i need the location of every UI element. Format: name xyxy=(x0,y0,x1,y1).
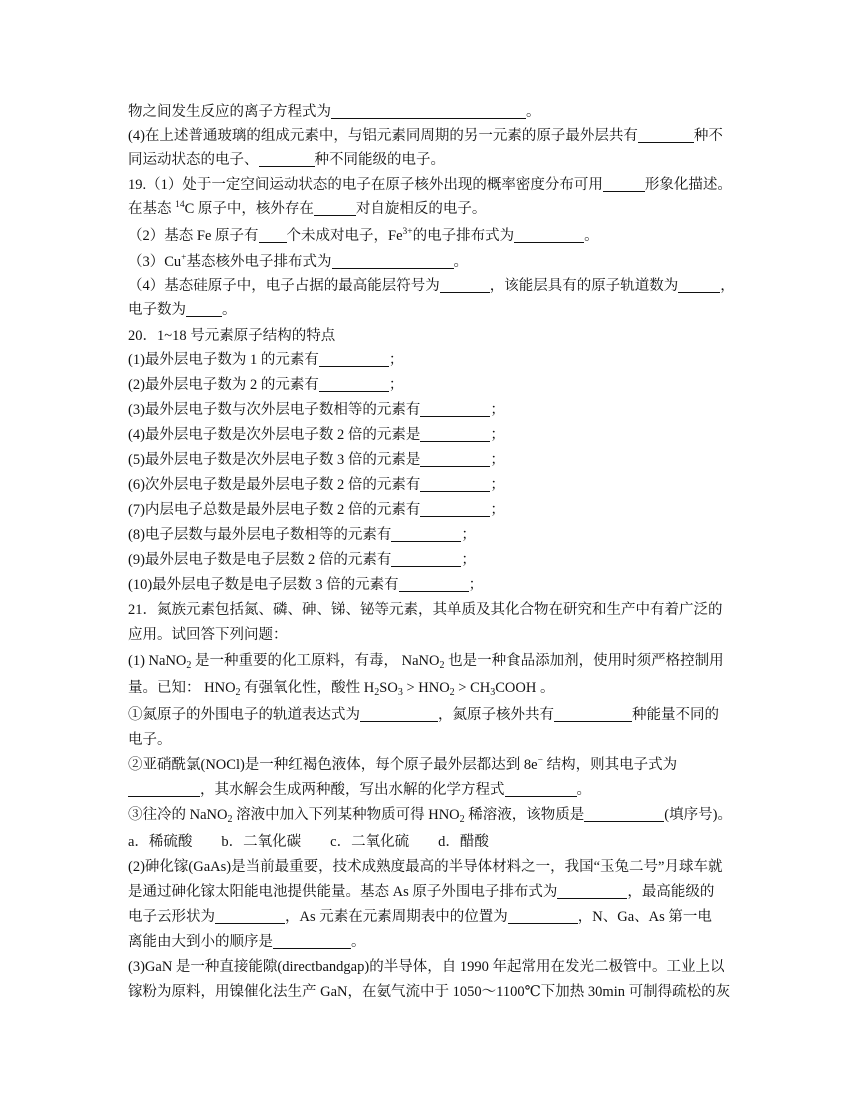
q21-part3-line-2: 镓粉为原料，用镍催化法生产 GaN，在氨气流中于 1050～1100℃下加热 30min 可制得疏松的灰 xyxy=(128,984,731,1000)
subscript: 2 xyxy=(227,814,233,825)
q20-item xyxy=(128,526,476,544)
text: 种不同能级的电子。 xyxy=(314,152,445,168)
q21-sub2-line-1 xyxy=(128,756,677,774)
answer-blank[interactable] xyxy=(259,228,287,243)
q21-part1-line-1 xyxy=(128,652,724,670)
q20-item xyxy=(128,551,476,569)
subscript: 3 xyxy=(397,687,403,698)
answer-blank[interactable] xyxy=(420,452,490,467)
text: 物之间发生反应的离子方程式为 xyxy=(128,104,331,120)
text: (3)最外层电子数与次外层电子数相等的元素有 xyxy=(128,402,421,418)
text: ； xyxy=(388,352,404,368)
q21-part1-line-2 xyxy=(128,679,554,697)
answer-blank[interactable] xyxy=(399,577,469,592)
q21-sub1-line-1 xyxy=(128,706,719,724)
text: ； xyxy=(490,452,505,468)
q21-sub1-line-2: 电子。 xyxy=(128,732,172,748)
text: (5)最外层电子数是次外层电子数 3 倍的元素是 xyxy=(128,452,421,468)
q20-item xyxy=(128,576,483,594)
text: 19.（1）处于一定空间运动状态的电子在原子核外出现的概率密度分布可用 xyxy=(128,177,603,193)
subscript: 2 xyxy=(459,814,465,825)
text: ； xyxy=(388,377,404,393)
q19-line-5 xyxy=(128,277,735,295)
text: ①氮原子的外围电子的轨道表达式为 xyxy=(128,707,360,723)
superscript: − xyxy=(537,756,543,766)
q19-line-4 xyxy=(128,253,468,271)
text: 形象化描述。 xyxy=(644,177,732,193)
answer-blank[interactable] xyxy=(514,228,584,243)
q18-line-3 xyxy=(128,151,445,169)
q21-line-2: 应用。试回答下列问题： xyxy=(128,627,288,643)
answer-blank[interactable] xyxy=(273,934,351,949)
text: 电子数为 xyxy=(128,302,186,318)
text: 溶液中加入下列某种物质可得 HNO xyxy=(232,807,460,823)
text: ； xyxy=(490,477,505,493)
answer-blank[interactable] xyxy=(554,707,632,722)
answer-blank[interactable] xyxy=(557,884,627,899)
answer-blank[interactable] xyxy=(440,278,490,293)
text: (1) NaNO xyxy=(128,653,187,669)
text: (填序号)。 xyxy=(664,807,732,823)
answer-blank[interactable] xyxy=(603,177,645,192)
q20-item xyxy=(128,426,505,444)
q18-line-1 xyxy=(128,103,541,121)
text: 种能量不同的 xyxy=(632,707,719,723)
q20-item xyxy=(128,501,505,519)
text: 同运动状态的电子、 xyxy=(128,152,259,168)
answer-blank[interactable] xyxy=(678,278,720,293)
text: (6)次外层电子数是最外层电子数 2 倍的元素有 xyxy=(128,477,421,493)
text: (2)最外层电子数为 2 的元素有 xyxy=(128,377,319,393)
text: 是一种重要的化工原料，有毒， NaNO xyxy=(191,653,440,669)
text: ； xyxy=(490,427,505,443)
superscript: + xyxy=(181,253,187,263)
q20-title: 20．1~18 号元素原子结构的特点 xyxy=(128,328,336,344)
answer-blank[interactable] xyxy=(259,152,315,167)
q19-line-6 xyxy=(128,301,237,319)
text: ，最高能级的 xyxy=(627,884,715,900)
text: 离能由大到小的顺序是 xyxy=(128,934,273,950)
answer-blank[interactable] xyxy=(319,377,389,392)
subscript: 2 xyxy=(374,687,380,698)
superscript: 14 xyxy=(175,200,185,210)
text: 基态核外电子排布式为 xyxy=(186,254,332,270)
answer-blank[interactable] xyxy=(128,782,200,797)
text: 电子云形状为 xyxy=(128,909,215,925)
subscript: 2 xyxy=(235,687,241,698)
text: (1)最外层电子数为 1 的元素有 xyxy=(128,352,319,368)
answer-blank[interactable] xyxy=(420,402,490,417)
text: ； xyxy=(490,502,505,518)
q21-sub2-line-2 xyxy=(128,781,591,799)
q21-part2-line-4 xyxy=(128,933,366,951)
answer-blank[interactable] xyxy=(314,201,356,216)
q21-line-1: 21．氮族元素包括氮、磷、砷、锑、铋等元素，其单质及其化合物在研究和生产中有着广泛的 xyxy=(128,602,723,618)
text: 。 xyxy=(584,228,599,244)
text: 结构，则其电子式为 xyxy=(542,757,678,773)
answer-blank[interactable] xyxy=(420,427,490,442)
answer-blank[interactable] xyxy=(584,807,664,822)
text: ，氮原子核外共有 xyxy=(438,707,554,723)
answer-blank[interactable] xyxy=(638,128,694,143)
text: 在基态 xyxy=(128,201,176,217)
text: 。 xyxy=(526,104,541,120)
q19-line-1 xyxy=(128,176,732,194)
q21-part2-line-1: (2)砷化镓(GaAs)是当前最重要，技术成熟度最高的半导体材料之一，我国“玉兔二号”月球车就 xyxy=(128,859,723,875)
answer-blank[interactable] xyxy=(186,302,222,317)
q21-sub3-line xyxy=(128,806,732,824)
text: ③往冷的 NaNO xyxy=(128,807,228,823)
q18-line-2 xyxy=(128,127,723,145)
text: ； xyxy=(461,527,476,543)
text: ，其水解会生成两种酸，写出水解的化学方程式 xyxy=(200,782,505,798)
q21-part3-line-1: (3)GaN 是一种直接能隙(directbandgap)的半导体，自 1990 年起常用在发光二极管中。工业上以 xyxy=(128,959,725,975)
answer-blank[interactable] xyxy=(332,254,454,269)
text: ； xyxy=(490,402,505,418)
q21-options: a．稀硫酸 b．二氧化碳 c．二氧化硫 d．醋酸 xyxy=(128,834,489,850)
answer-blank[interactable] xyxy=(215,909,285,924)
q19-line-3 xyxy=(128,227,599,245)
answer-blank[interactable] xyxy=(420,477,490,492)
q20-item xyxy=(128,401,505,419)
q20-item xyxy=(128,351,403,369)
text: C 原子中，核外存在 xyxy=(184,201,314,217)
text: 。 xyxy=(453,254,469,270)
text: 。 xyxy=(576,782,591,798)
text: 有强氧化性，酸性 H xyxy=(240,680,375,696)
text: 的电子排布式为 xyxy=(412,228,515,244)
answer-blank[interactable] xyxy=(391,552,461,567)
text: (9)最外层电子数是电子层数 2 倍的元素有 xyxy=(128,552,392,568)
superscript: 3+ xyxy=(402,227,413,237)
answer-blank[interactable] xyxy=(331,104,526,119)
q20-item xyxy=(128,476,505,494)
answer-blank[interactable] xyxy=(319,352,389,367)
subscript: 2 xyxy=(439,660,445,671)
text: （4）基态硅原子中，电子占据的最高能层符号为 xyxy=(128,278,440,294)
text: 。 xyxy=(351,934,366,950)
text: (8)电子层数与最外层电子数相等的元素有 xyxy=(128,527,392,543)
q19-line-2 xyxy=(128,200,486,218)
q21-part2-line-2 xyxy=(128,883,714,901)
answer-blank[interactable] xyxy=(360,707,438,722)
text: > HNO xyxy=(402,680,450,696)
answer-blank[interactable] xyxy=(505,782,577,797)
text: ； xyxy=(461,552,476,568)
text: (4)在上述普通玻璃的组成元素中，与铝元素同周期的另一元素的原子最外层共有 xyxy=(128,128,638,144)
answer-blank[interactable] xyxy=(391,527,461,542)
subscript: 2 xyxy=(186,660,192,671)
text: (7)内层电子总数是最外层电子数 2 倍的元素有 xyxy=(128,502,421,518)
text: (10)最外层电子数是电子层数 3 倍的元素有 xyxy=(128,577,399,593)
text: ，As 元素在元素周期表中的位置为 xyxy=(285,909,508,925)
text: 也是一种食品添加剂，使用时须严格控制用 xyxy=(444,653,724,669)
text: > CH xyxy=(454,680,491,696)
text: ； xyxy=(468,577,484,593)
text: 个未成对电子，Fe xyxy=(286,228,403,244)
text: (4)最外层电子数是次外层电子数 2 倍的元素是 xyxy=(128,427,421,443)
text: （3）Cu xyxy=(128,254,182,270)
text: 。 xyxy=(222,302,237,318)
text: ， xyxy=(720,278,735,294)
text: COOH 。 xyxy=(495,680,555,696)
text: 是通过砷化镓太阳能电池提供能量。基态 As 原子外围电子排布式为 xyxy=(128,884,558,900)
subscript: 2 xyxy=(449,687,455,698)
text: ，N、Ga、As 第一电 xyxy=(577,909,712,925)
subscript: 3 xyxy=(490,687,496,698)
text: 对自旋相反的电子。 xyxy=(355,201,487,217)
text: ②亚硝酰氯(NOCl)是一种红褐色液体，每个原子最外层都达到 8e xyxy=(128,757,538,773)
q20-item xyxy=(128,376,403,394)
text: ，该能层具有的原子轨道数为 xyxy=(489,278,679,294)
answer-blank[interactable] xyxy=(508,909,578,924)
text: 稀溶液，该物质是 xyxy=(464,807,585,823)
answer-blank[interactable] xyxy=(420,502,490,517)
text: SO xyxy=(379,680,398,696)
text: （2）基态 Fe 原子有 xyxy=(128,228,259,244)
text: 量。已知： HNO xyxy=(128,680,236,696)
text: 种不 xyxy=(693,128,723,144)
q20-item xyxy=(128,451,505,469)
q21-part2-line-3 xyxy=(128,908,712,926)
